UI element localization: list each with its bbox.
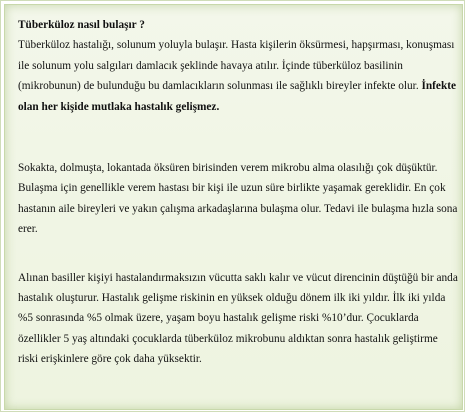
paragraph-contagion-risk: Sokakta, dolmuşta, lokantada öksüren birisinden verem mikrobu alma olasılığı çok düşüktür. Bulaşma için genellikle verem hastası bir kişi ile uzun süre birlikte yaşamak gereklidir. En çok hastanın aile bireyleri ve yakın çalışma arkadaşlarına bulaşma olur. Tedavi ile bulaşma hızla sona erer. [18, 162, 458, 236]
text-content [18, 15, 458, 370]
section-title: Tüberküloz nasıl bulaşır ? [18, 19, 145, 31]
paragraph-transmission-emphasis: İnfekte olan her kişide mutlaka hastalık gelişmez. [18, 80, 456, 113]
paragraph-disease-risk: Alınan basiller kişiyi hastalandırmaksızın vücutta saklı kalır ve vücut direncinin düştüğü bir anda hastalık oluşturur. Hastalık gelişme riskinin en yüksek olduğu dönem ilk iki yıldır. İlk iki yılda %5 sonrasında %5 olmak üzere, yaşam boyu hastalık gelişme riski %10’dur. Çocuklarda özellikler 5 yaş altındaki çocuklarda tüberküloz mikrobunu aldıktan sonra hastalık geliştirme riski erişkinlere göre çok daha yüksektir. [18, 271, 458, 366]
paragraph-spacer [18, 117, 458, 158]
paragraph-spacer [18, 240, 458, 268]
text-box [4, 4, 463, 410]
paragraph-transmission [18, 35, 458, 117]
paragraph-transmission-text: Tüberküloz hastalığı, solunum yoluyla bulaşır. Hasta kişilerin öksürmesi, hapşırması, konuşması ile solunum yolu salgıları damlacık şeklinde havaya atılır. İçinde tüberküloz basilinin (mikrobunun) de bulunduğu bu damlacıkların solunması ile sağlıklı bireyler infekte olur. [18, 39, 455, 93]
